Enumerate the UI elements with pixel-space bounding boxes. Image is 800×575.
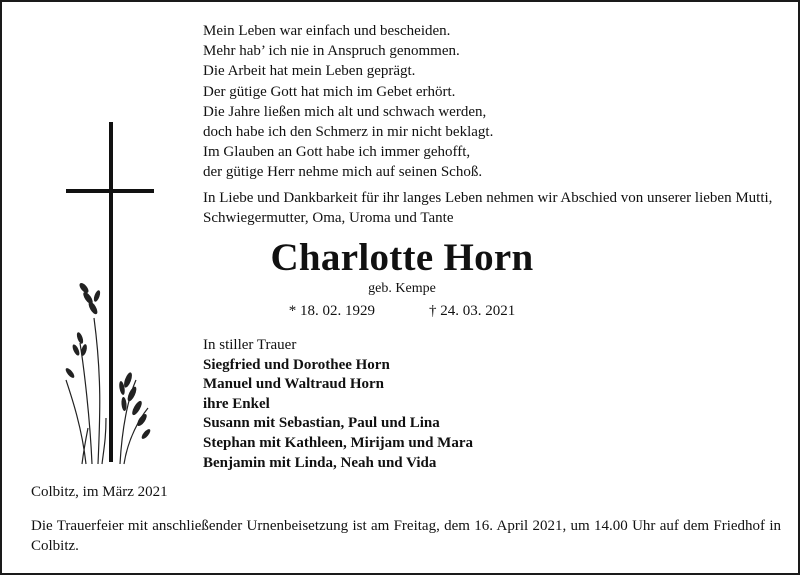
poem-line: Die Arbeit hat mein Leben geprägt.: [203, 63, 416, 80]
mourners-list: [203, 336, 473, 473]
death-date: † 24. 03. 2021: [429, 303, 516, 319]
poem-line: der gütige Herr nehme mich auf seinen Schoß.: [203, 164, 483, 181]
farewell-text: In Liebe und Dankbarkeit für ihr langes Leben nehmen wir Abschied von unserer lieben Mutti, Schwiegermutter, Oma, Uroma und Tante: [203, 190, 773, 226]
poem-line: Der gütige Gott hat mich im Gebet erhört.: [203, 83, 456, 100]
life-dates: [2, 303, 800, 320]
mourner: ihre Enkel: [203, 395, 270, 412]
mourners-lead: In stiller Trauer: [203, 337, 297, 353]
birth-date: * 18. 02. 1929: [288, 303, 375, 319]
mourner: Susann mit Sebastian, Paul und Lina: [203, 415, 440, 432]
funeral-notice: Die Trauerfeier mit anschließender Urnenbeisetzung ist am Freitag, dem 16. April 2021, um 14.00 Uhr auf dem Friedhof in Colbitz.: [31, 518, 781, 554]
mourner: Stephan mit Kathleen, Mirijam und Mara: [203, 434, 473, 451]
obituary-page: [2, 2, 798, 573]
deceased-name: Charlotte Horn: [270, 236, 534, 279]
poem-line: Die Jahre ließen mich alt und schwach werden,: [203, 103, 487, 120]
place-and-date: Colbitz, im März 2021: [31, 484, 168, 500]
mourner: Manuel und Waltraud Horn: [203, 376, 385, 393]
poem-line: Mehr hab’ ich nie in Anspruch genommen.: [203, 43, 460, 60]
poem-line: Mein Leben war einfach und bescheiden.: [203, 23, 451, 39]
mourner: Siegfried und Dorothee Horn: [203, 356, 390, 373]
poem-line: Im Glauben an Gott habe ich immer gehofft,: [203, 144, 471, 161]
poem: [203, 21, 493, 183]
poem-line: doch habe ich den Schmerz in mir nicht beklagt.: [203, 124, 494, 141]
mourner: Benjamin mit Linda, Neah und Vida: [203, 454, 437, 471]
maiden-name: geb. Kempe: [368, 281, 436, 296]
